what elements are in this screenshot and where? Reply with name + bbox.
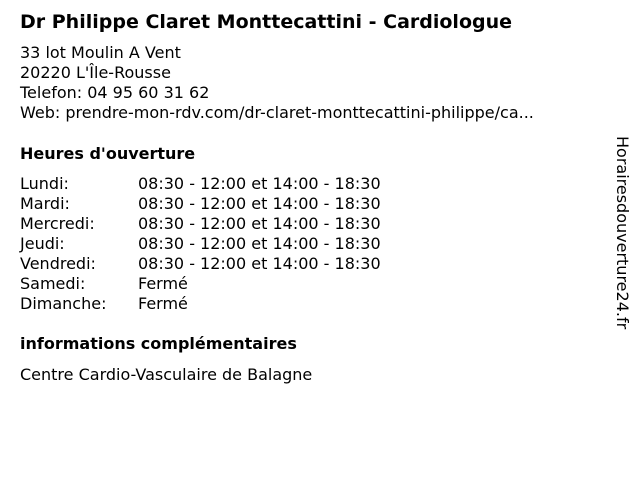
- time-value: 08:30 - 12:00 et 14:00 - 18:30: [138, 254, 381, 273]
- extra-info-text: Centre Cardio-Vasculaire de Balagne: [20, 365, 313, 384]
- hours-row-monday: [20, 174, 440, 194]
- page-title: Dr Philippe Claret Monttecattini - Cardiologue: [20, 11, 513, 33]
- hours-row-wednesday: [20, 214, 440, 234]
- time-value: 08:30 - 12:00 et 14:00 - 18:30: [138, 174, 381, 193]
- hours-row-tuesday: [20, 194, 440, 214]
- hours-table: [20, 174, 440, 314]
- day-label: Mercredi:: [20, 214, 95, 233]
- time-value: 08:30 - 12:00 et 14:00 - 18:30: [138, 234, 381, 253]
- phone-number: Telefon: 04 95 60 31 62: [20, 83, 210, 102]
- hours-row-thursday: [20, 234, 440, 254]
- street-address: 33 lot Moulin A Vent: [20, 43, 181, 62]
- extra-info-heading: informations complémentaires: [20, 334, 297, 353]
- website-link: Web: prendre-mon-rdv.com/dr-claret-monttecattini-philippe/ca...: [20, 103, 534, 122]
- contact-info: [20, 43, 534, 123]
- day-label: Vendredi:: [20, 254, 96, 273]
- city-address: 20220 L'Île-Rousse: [20, 63, 171, 82]
- site-watermark: Horairesdouverture24.fr: [613, 136, 632, 330]
- day-label: Mardi:: [20, 194, 70, 213]
- hours-heading: Heures d'ouverture: [20, 144, 196, 163]
- time-value: 08:30 - 12:00 et 14:00 - 18:30: [138, 194, 381, 213]
- time-value: 08:30 - 12:00 et 14:00 - 18:30: [138, 214, 381, 233]
- day-label: Samedi:: [20, 274, 86, 293]
- time-value: Fermé: [138, 274, 188, 293]
- day-label: Jeudi:: [20, 234, 65, 253]
- time-value: Fermé: [138, 294, 188, 313]
- day-label: Dimanche:: [20, 294, 107, 313]
- day-label: Lundi:: [20, 174, 69, 193]
- hours-row-saturday: [20, 274, 440, 294]
- hours-row-sunday: [20, 294, 440, 314]
- hours-row-friday: [20, 254, 440, 274]
